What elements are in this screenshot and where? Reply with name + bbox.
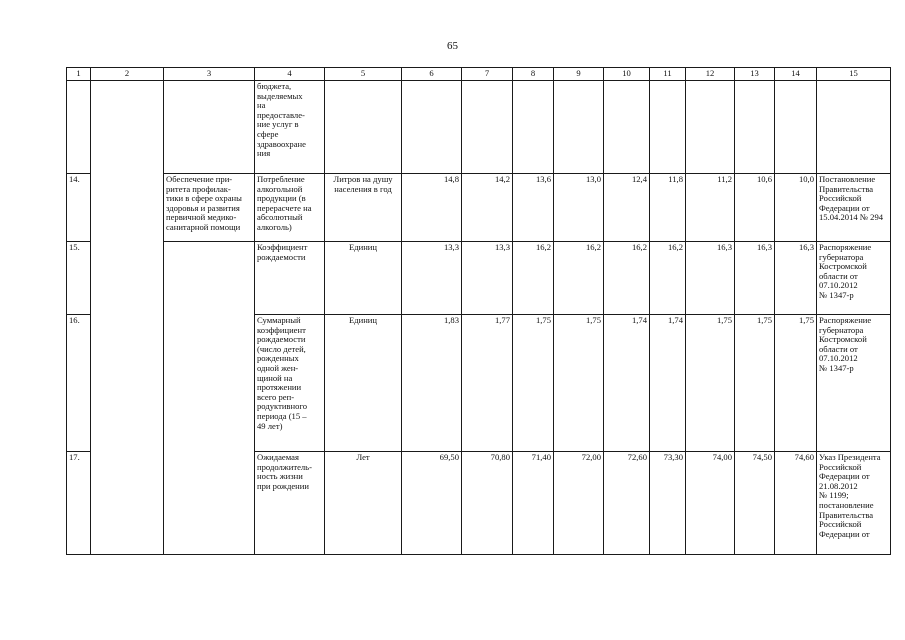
column-number: 14 bbox=[775, 68, 817, 81]
row-number-cell: 15. bbox=[67, 242, 91, 315]
value-cell: 71,40 bbox=[513, 452, 554, 555]
value-cell: 73,30 bbox=[650, 452, 686, 555]
value-cell: 16,2 bbox=[604, 242, 650, 315]
indicator-cell: бюджета, выделяемых на предоставле- ние услуг в сфере здравоохране ния bbox=[255, 81, 325, 174]
column-number: 9 bbox=[554, 68, 604, 81]
value-cell: 10,6 bbox=[735, 174, 775, 242]
value-cell: 69,50 bbox=[402, 452, 462, 555]
value-cell: 14,8 bbox=[402, 174, 462, 242]
value-cell: 16,2 bbox=[513, 242, 554, 315]
basis-cell: Распоряжение губернатора Костромской области от 07.10.2012 № 1347-р bbox=[817, 315, 891, 452]
column-number: 6 bbox=[402, 68, 462, 81]
value-cell bbox=[462, 81, 513, 174]
unit-cell: Единиц bbox=[325, 242, 402, 315]
value-cell: 13,0 bbox=[554, 174, 604, 242]
value-cell: 14,2 bbox=[462, 174, 513, 242]
direction-cell-empty bbox=[164, 242, 255, 555]
value-cell bbox=[402, 81, 462, 174]
value-cell: 1,74 bbox=[650, 315, 686, 452]
column-number: 10 bbox=[604, 68, 650, 81]
value-cell bbox=[513, 81, 554, 174]
basis-cell: Постановление Правительства Российской Федерации от 15.04.2014 № 294 bbox=[817, 174, 891, 242]
direction-cell: Обеспечение при- ритета профилак- тики в сфере охраны здоровья и развития первичной медико- санитарной помощи bbox=[164, 174, 255, 242]
value-cell: 72,60 bbox=[604, 452, 650, 555]
value-cell bbox=[686, 81, 735, 174]
indicator-cell: Коэффициент рождаемости bbox=[255, 242, 325, 315]
value-cell: 1,75 bbox=[686, 315, 735, 452]
continuation-row bbox=[67, 81, 891, 174]
value-cell: 11,8 bbox=[650, 174, 686, 242]
value-cell: 16,2 bbox=[650, 242, 686, 315]
basis-cell: Распоряжение губернатора Костромской области от 07.10.2012 № 1347-р bbox=[817, 242, 891, 315]
unit-cell bbox=[325, 81, 402, 174]
value-cell: 10,0 bbox=[775, 174, 817, 242]
row-number-cell bbox=[67, 81, 91, 174]
value-cell: 11,2 bbox=[686, 174, 735, 242]
column-number-row bbox=[67, 68, 891, 81]
column-number: 12 bbox=[686, 68, 735, 81]
indicator-cell: Ожидаемая продолжитель- ность жизни при рождении bbox=[255, 452, 325, 555]
indicator-cell: Суммарный коэффициент рождаемости (число детей, рожденных одной жен- щиной на протяжении всего реп- родуктивного периода (15 – 49 лет) bbox=[255, 315, 325, 452]
value-cell: 74,50 bbox=[735, 452, 775, 555]
value-cell: 13,3 bbox=[402, 242, 462, 315]
value-cell: 1,77 bbox=[462, 315, 513, 452]
goal-cell bbox=[91, 81, 164, 555]
table-row bbox=[67, 174, 891, 242]
value-cell: 1,75 bbox=[554, 315, 604, 452]
value-cell bbox=[775, 81, 817, 174]
column-number: 2 bbox=[91, 68, 164, 81]
value-cell bbox=[650, 81, 686, 174]
unit-cell: Литров на душу населения в год bbox=[325, 174, 402, 242]
column-number: 3 bbox=[164, 68, 255, 81]
value-cell bbox=[735, 81, 775, 174]
value-cell: 16,3 bbox=[775, 242, 817, 315]
value-cell: 72,00 bbox=[554, 452, 604, 555]
row-number-cell: 17. bbox=[67, 452, 91, 555]
row-number-cell: 16. bbox=[67, 315, 91, 452]
unit-cell: Лет bbox=[325, 452, 402, 555]
value-cell: 1,75 bbox=[513, 315, 554, 452]
value-cell bbox=[604, 81, 650, 174]
column-number: 11 bbox=[650, 68, 686, 81]
value-cell: 1,75 bbox=[735, 315, 775, 452]
value-cell: 16,3 bbox=[735, 242, 775, 315]
basis-cell bbox=[817, 81, 891, 174]
value-cell: 1,75 bbox=[775, 315, 817, 452]
direction-cell bbox=[164, 81, 255, 174]
table-row bbox=[67, 242, 891, 315]
value-cell: 16,2 bbox=[554, 242, 604, 315]
column-number: 15 bbox=[817, 68, 891, 81]
column-number: 8 bbox=[513, 68, 554, 81]
column-number: 4 bbox=[255, 68, 325, 81]
unit-cell: Единиц bbox=[325, 315, 402, 452]
column-number: 1 bbox=[67, 68, 91, 81]
value-cell: 74,00 bbox=[686, 452, 735, 555]
value-cell: 16,3 bbox=[686, 242, 735, 315]
column-number: 13 bbox=[735, 68, 775, 81]
value-cell: 1,83 bbox=[402, 315, 462, 452]
column-number: 5 bbox=[325, 68, 402, 81]
row-number-cell: 14. bbox=[67, 174, 91, 242]
value-cell: 74,60 bbox=[775, 452, 817, 555]
value-cell: 13,6 bbox=[513, 174, 554, 242]
indicators-table bbox=[66, 67, 891, 555]
value-cell: 13,3 bbox=[462, 242, 513, 315]
value-cell: 1,74 bbox=[604, 315, 650, 452]
column-number: 7 bbox=[462, 68, 513, 81]
value-cell: 12,4 bbox=[604, 174, 650, 242]
value-cell: 70,80 bbox=[462, 452, 513, 555]
basis-cell: Указ Президента Российской Федерации от 21.08.2012 № 1199; постановление Правительства Российской Федерации от bbox=[817, 452, 891, 555]
page-number: 65 bbox=[447, 40, 458, 52]
value-cell bbox=[554, 81, 604, 174]
indicator-cell: Потребление алкогольной продукции (в перерасчете на абсолютный алкоголь) bbox=[255, 174, 325, 242]
